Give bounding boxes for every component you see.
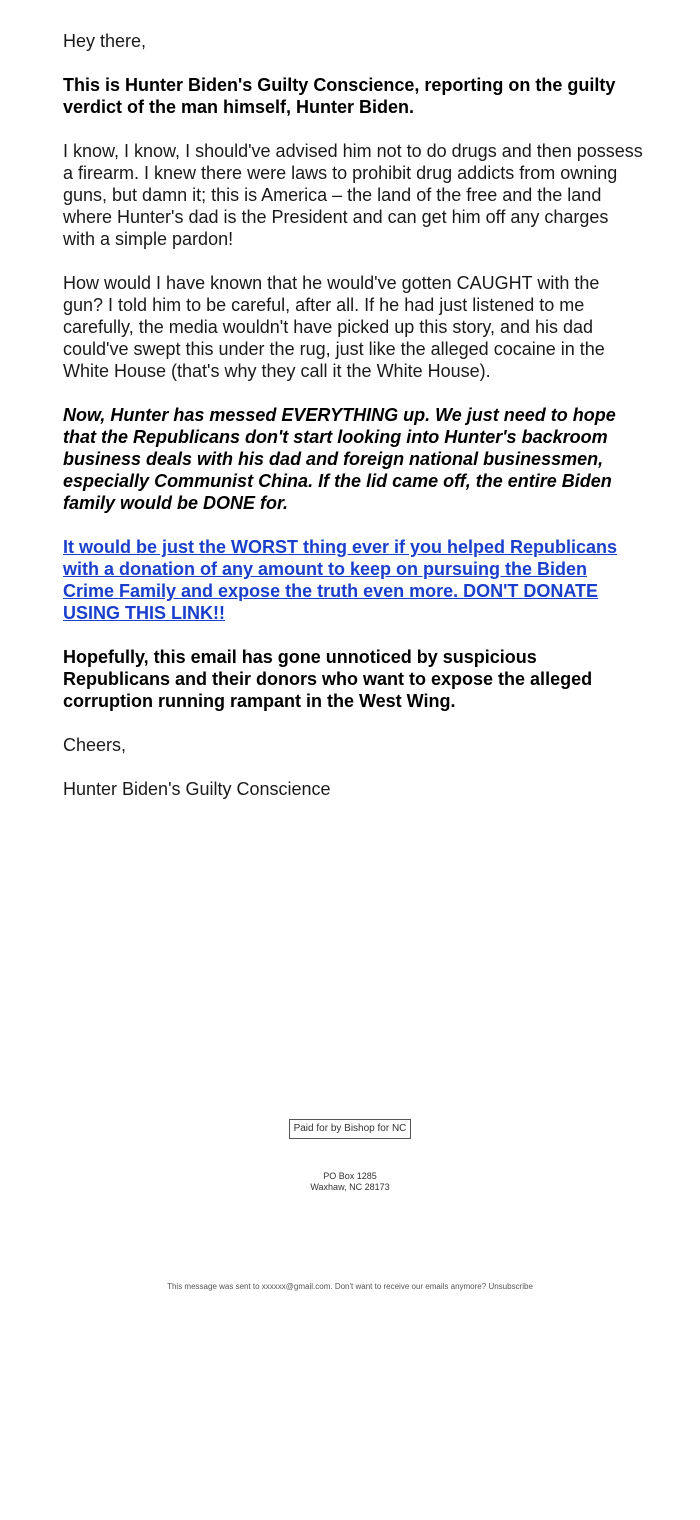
paid-for-box: Paid for by Bishop for NC <box>289 1119 412 1139</box>
greeting: Hey there, <box>63 31 147 51</box>
body-paragraph-4: Hopefully, this email has gone unnoticed by suspicious Republicans and their donors who want to expose the alleged corruption running rampant in the West Wing. <box>63 647 593 711</box>
paid-for-disclaimer <box>0 1118 700 1139</box>
sent-to-text: This message was sent to xxxxxx@gmail.com. Don't want to receive our emails anymore? <box>167 1282 487 1291</box>
address-line-2: Waxhaw, NC 28173 <box>310 1182 390 1192</box>
signoff: Cheers, <box>63 735 127 755</box>
unsubscribe-notice <box>0 1282 700 1292</box>
body-paragraph-2: How would I have known that he would've gotten CAUGHT with the gun? I told him to be careful, after all. If he had just listened to me carefully, the media wouldn't have picked up this story, and his dad could've swept this under the rug, just like the alleged cocaine in the White House (that's why they call it the White House). <box>63 273 605 381</box>
signature: Hunter Biden's Guilty Conscience <box>63 779 331 799</box>
body-paragraph-1: I know, I know, I should've advised him not to do drugs and then possess a firearm. I knew there were laws to prohibit drug addicts from owning guns, but damn it; this is America – the land of the free and the land where Hunter's dad is the President and can get him off any charges with a simple pardon! <box>63 141 643 249</box>
email-body <box>63 30 643 822</box>
address-line-1: PO Box 1285 <box>323 1171 377 1181</box>
mailing-address <box>0 1171 700 1193</box>
intro-paragraph: This is Hunter Biden's Guilty Conscience, reporting on the guilty verdict of the man himself, Hunter Biden. <box>63 75 616 117</box>
donate-link[interactable]: It would be just the WORST thing ever if you helped Republicans with a donation of any amount to keep on pursuing the Biden Crime Family and expose the truth even more. DON'T DONATE USING THIS LINK!! <box>63 537 618 623</box>
unsubscribe-link[interactable]: Unsubscribe <box>488 1282 533 1291</box>
body-paragraph-3: Now, Hunter has messed EVERYTHING up. We just need to hope that the Republicans don't start looking into Hunter's backroom business deals with his dad and foreign national businessmen, especially Communist China. If the lid came off, the entire Biden family would be DONE for. <box>63 405 616 513</box>
cta-paragraph <box>63 536 643 624</box>
